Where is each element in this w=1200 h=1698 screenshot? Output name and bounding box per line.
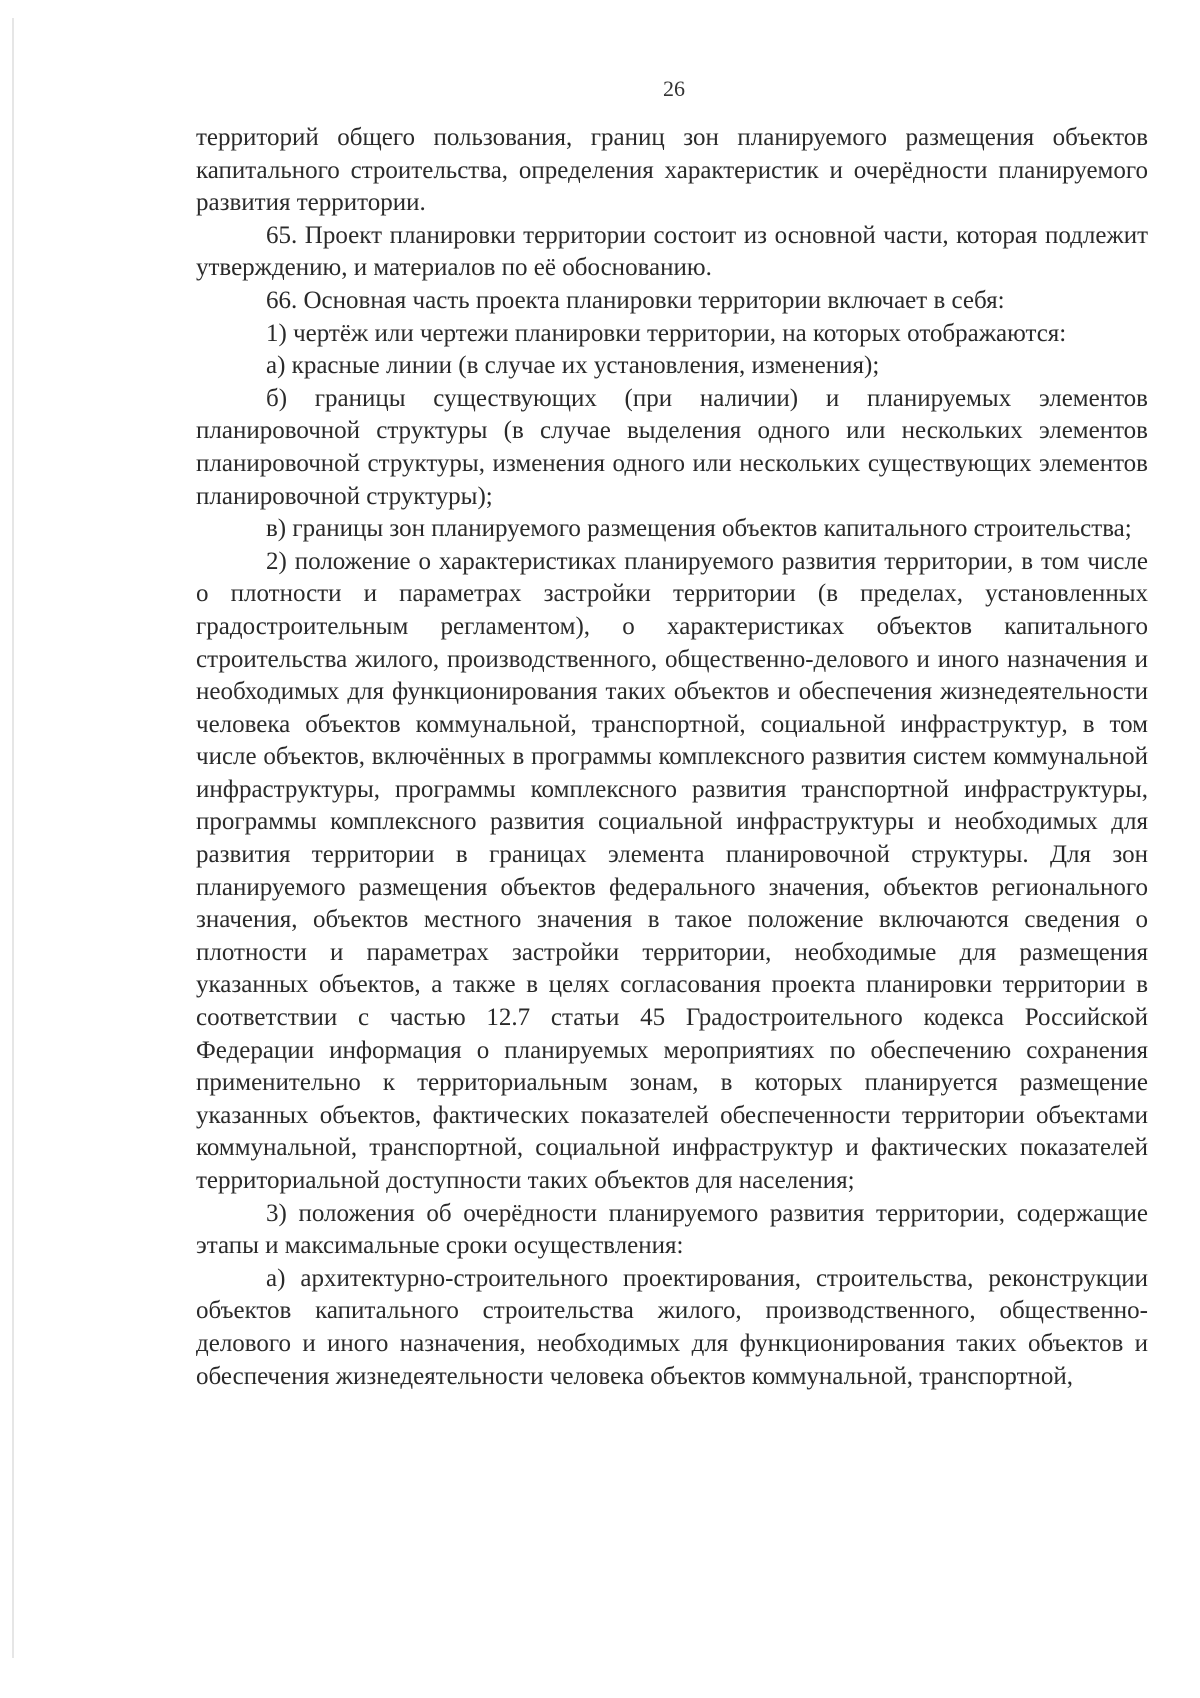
scan-edge-shadow xyxy=(12,18,14,1658)
paragraph-item-1a: а) красные линии (в случае их установления, изменения); xyxy=(266,352,880,380)
paragraph-item-2: 2) положение о характеристиках планируемого развития территории, в том числе о плотности и параметрах застройки территории (в пределах, установленных градостроительным регламентом), о характеристиках объектов капитального строительства жилого, производственного, общественно-делового и иного назначения и необходимых для функционирования таких объектов и обеспечения жизнедеятельности человека объектов коммунальной, транспортной, социальной инфраструктур, в том числе объектов, включённых в программы комплексного развития систем коммунальной инфраструктуры, программы комплексного развития транспортной инфраструктуры, программы комплексного развития социальной инфраструктуры и необходимых для развития территории в границах элемента планировочной структуры. Для зон планируемого размещения объектов федерального значения, объектов регионального значения, объектов местного значения в такое положение включаются сведения о плотности и параметрах застройки территории, необходимые для размещения указанных объектов, а также в целях согласования проекта планировки территории в соответствии с частью 12.7 статьи 45 Градостроительного кодекса Российской Федерации информация о планируемых мероприятиях по обеспечению сохранения применительно к территориальным зонам, в которых планируется размещение указанных объектов, фактических показателей обеспеченности территории объектами коммунальной, транспортной, социальной инфраструктур и фактических показателей территориальной доступности таких объектов для населения; xyxy=(196,547,1148,1194)
paragraph-item-3a: а) архитектурно-строительного проектирования, строительства, реконструкции объектов капитального строительства жилого, производственного, общественно-делового и иного назначения, необходимых для функционирования таких объектов и обеспечения жизнедеятельности человека объектов коммунальной, транспортной, xyxy=(196,1264,1148,1390)
paragraph-item-1: 1) чертёж или чертежи планировки территории, на которых отображаются: xyxy=(266,319,1067,347)
page-number: 26 xyxy=(663,76,685,101)
paragraph-item-3: 3) положения об очерёдности планируемого развития территории, содержащие этапы и максимальные сроки осуществления: xyxy=(196,1199,1148,1260)
paragraph-65: 65. Проект планировки территории состоит из основной части, которая подлежит утверждению, и материалов по её обоснованию. xyxy=(196,221,1148,282)
paragraph-66: 66. Основная часть проекта планировки территории включает в себя: xyxy=(266,286,1005,314)
paragraph-item-1v: в) границы зон планируемого размещения объектов капитального строительства; xyxy=(266,515,1132,543)
paragraph-item-1b: б) границы существующих (при наличии) и планируемых элементов планировочной структуры (в случае выделения одного или нескольких элементов планировочной структуры, изменения одного или нескольких существующих элементов планировочной структуры); xyxy=(196,384,1148,510)
document-body xyxy=(196,122,1148,1393)
paragraph-continuation: территорий общего пользования, границ зон планируемого размещения объектов капитального строительства, определения характеристик и очерёдности планируемого развития территории. xyxy=(196,124,1148,217)
